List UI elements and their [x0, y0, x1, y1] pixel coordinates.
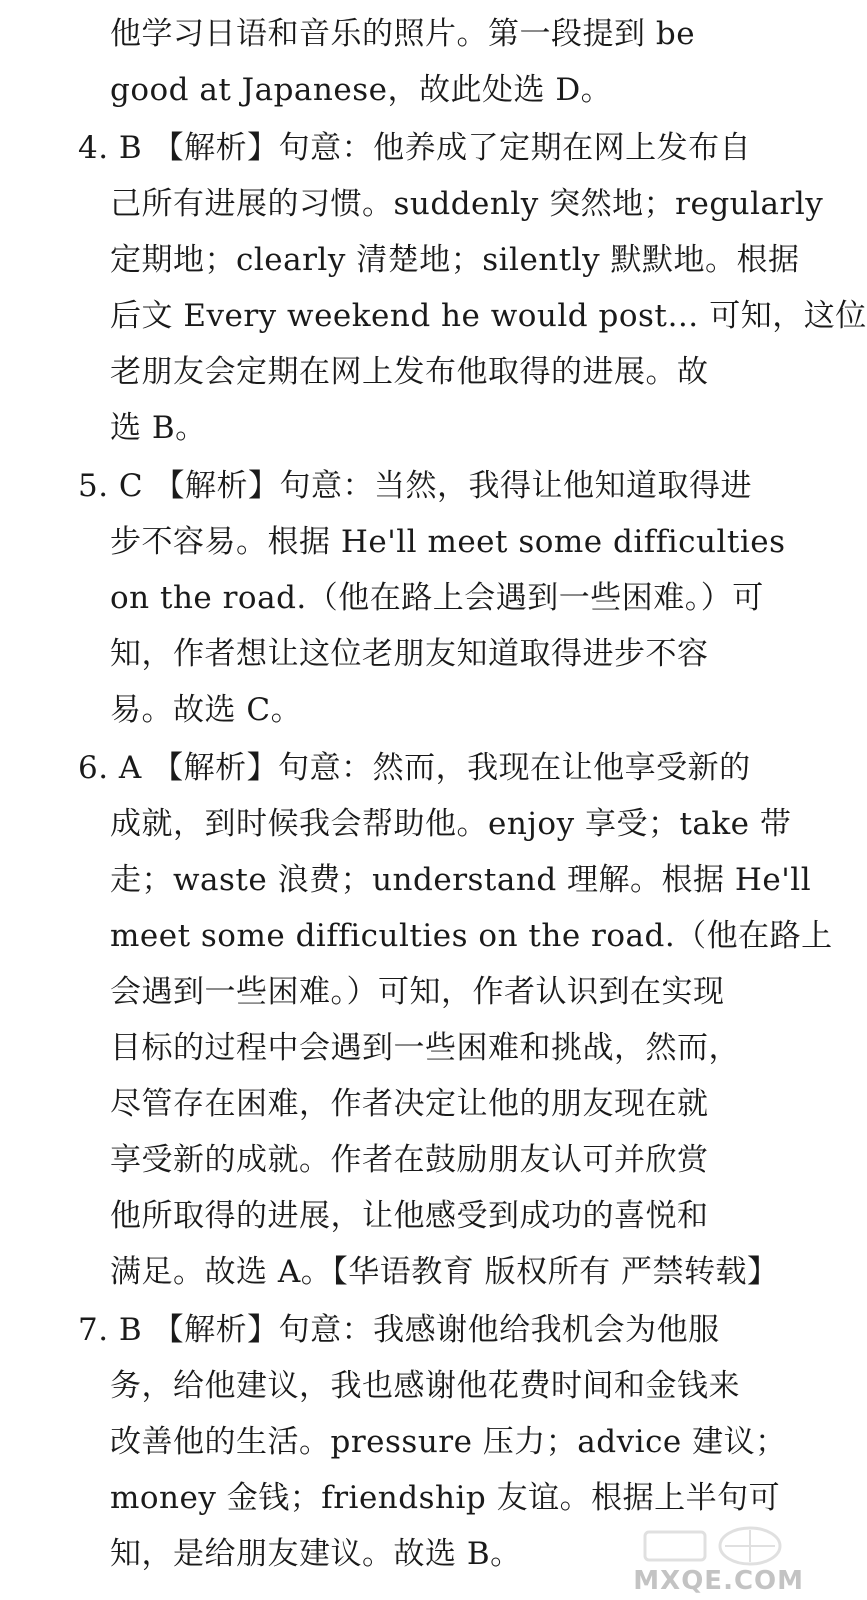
- text-line: 成就，到时候我会帮助他。enjoy 享受；take 带: [110, 806, 792, 842]
- text-line: good at Japanese，故此处选 D。: [110, 72, 613, 108]
- text-line: 知，是给朋友建议。故选 B。: [110, 1536, 522, 1572]
- text-line: 步不容易。根据 He'll meet some difficulties: [110, 524, 786, 560]
- text-line: 后文 Every weekend he would post… 可知，这位: [110, 298, 867, 334]
- answer-item-4: 4. B 【解析】句意：他养成了定期在网上发布自: [78, 130, 752, 166]
- text-line: money 金钱；friendship 友谊。根据上半句可: [110, 1480, 781, 1516]
- text-line: 务，给他建议，我也感谢他花费时间和金钱来: [110, 1368, 740, 1404]
- text-line: 他所取得的进展，让他感受到成功的喜悦和: [110, 1198, 709, 1234]
- text-line: 尽管存在困难，作者决定让他的朋友现在就: [110, 1086, 709, 1122]
- text-line: 老朋友会定期在网上发布他取得的进展。故: [110, 354, 709, 390]
- text-line: meet some difficulties on the road.（他在路上: [110, 918, 833, 954]
- text-line: 会遇到一些困难。）可知，作者认识到在实现: [110, 974, 725, 1010]
- text-line: 易。故选 C。: [110, 692, 303, 728]
- text-line: 定期地；clearly 清楚地；silently 默默地。根据: [110, 242, 800, 278]
- text-line: 选 B。: [110, 410, 207, 446]
- answer-item-5: 5. C 【解析】句意：当然，我得让他知道取得进: [78, 468, 753, 504]
- answer-item-6: 6. A 【解析】句意：然而，我现在让他享受新的: [78, 750, 751, 786]
- text-line: 满足。故选 A。【华语教育 版权所有 严禁转载】: [110, 1254, 779, 1290]
- text-line: 己所有进展的习惯。suddenly 突然地；regularly: [110, 186, 824, 222]
- text-line: on the road.（他在路上会遇到一些困难。）可: [110, 580, 764, 616]
- text-line: 享受新的成就。作者在鼓励朋友认可并欣赏: [110, 1142, 709, 1178]
- text-line: 改善他的生活。pressure 压力；advice 建议；: [110, 1424, 787, 1460]
- text-line: 走；waste 浪费；understand 理解。根据 He'll: [110, 862, 812, 898]
- answer-item-7: 7. B 【解析】句意：我感谢他给我机会为他服: [78, 1312, 720, 1348]
- text-line: 目标的过程中会遇到一些困难和挑战，然而，: [110, 1030, 740, 1066]
- watermark-text: MXQE.COM: [633, 1566, 804, 1596]
- text-line: 他学习日语和音乐的照片。第一段提到 be: [110, 16, 696, 52]
- text-line: 知，作者想让这位老朋友知道取得进步不容: [110, 636, 709, 672]
